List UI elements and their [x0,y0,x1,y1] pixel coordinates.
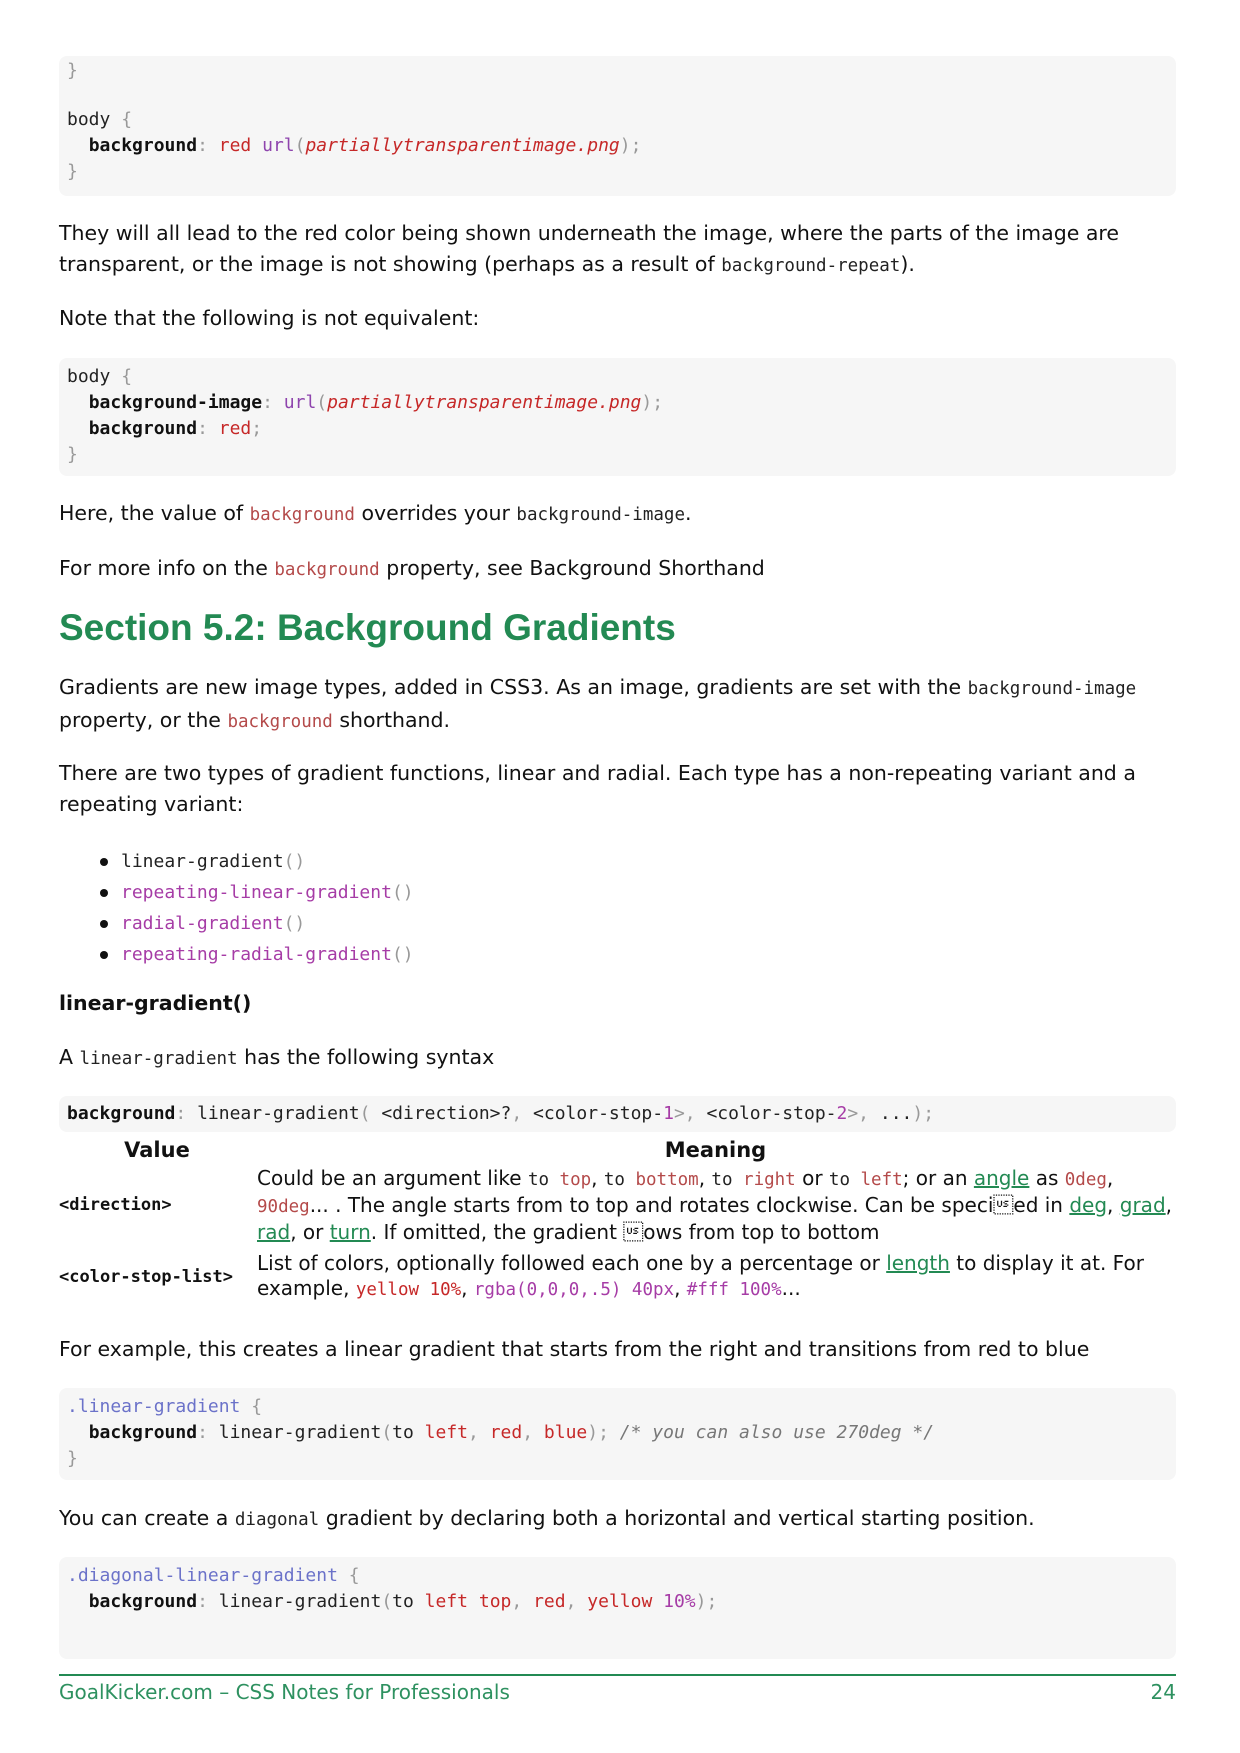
paragraph-text: ). [900,252,915,276]
code-token: ); [695,1591,718,1612]
code-token: >, [847,1103,880,1124]
code-token: , [522,1422,544,1443]
inline-code-to: to [603,1169,636,1190]
bullet-icon [100,951,108,959]
inline-code-to: to [527,1169,560,1190]
code-line [67,107,1168,133]
code-token: blue [543,1422,588,1443]
paragraph-syntax [59,1042,494,1075]
gradient-function-name: repeating-radial-gradient [121,944,392,965]
code-token: } [67,1448,78,1469]
page-number: 24 [1150,1680,1176,1704]
cell-text: , [698,1165,712,1190]
code-token: red [489,1422,523,1443]
code-block-background-image-override [59,358,1176,476]
code-token: background [88,135,198,156]
code-token: linear-gradient [218,1591,382,1612]
code-line [67,1446,1168,1472]
code-line [67,416,1168,442]
code-line [67,159,1168,185]
paragraph-text: property, see Background Shorthand [379,556,765,580]
code-token: ( [294,135,306,156]
code-token: yellow [587,1591,664,1612]
code-token: background-image [88,392,263,413]
subheading-linear-gradient: linear-gradient() [59,991,252,1015]
list-item [59,939,659,970]
list-item [59,908,659,939]
inline-code-background: background [249,505,355,525]
table-cell-key: <color-stop-list> [59,1266,233,1287]
gradient-function-name: repeating-linear-gradient [121,882,392,903]
cell-text: Could be an argument like [257,1165,528,1190]
inline-code-90deg: 90deg [257,1196,310,1217]
code-token [67,1422,89,1443]
link-turn[interactable]: turn [329,1219,371,1244]
code-token: to [392,1422,425,1443]
gradient-function-name: radial-gradient [121,913,284,934]
inline-code-0deg: 0deg [1064,1169,1107,1190]
code-token: { [240,1396,263,1417]
cell-text: , [1165,1192,1172,1217]
code-line [67,58,1168,84]
gradient-function-name: linear-gradient [121,851,284,872]
code-token: 2 [836,1103,848,1124]
code-token: red [218,418,252,439]
list-item [59,877,659,908]
paragraph-example-red-blue: For example, this creates a linear gradient that starts from the right and transitions from red to blue [59,1337,1090,1361]
code-token: <color-stop- [706,1103,837,1124]
paragraph-text: overrides your [354,501,517,525]
code-line [67,1563,1168,1589]
cell-text: , or [290,1219,330,1244]
code-token: ; [251,418,263,439]
paragraph-text: has the following syntax [237,1045,495,1069]
code-token: left [424,1422,469,1443]
table-row-direction [59,1164,1176,1246]
code-block-background-shorthand [59,56,1176,196]
cell-text: as [1029,1165,1065,1190]
inline-code-diagonal: diagonal [234,1510,320,1530]
inline-code-to: to [711,1169,744,1190]
code-token: 10% [663,1591,696,1612]
code-token: url [283,392,317,413]
table-cell-meaning [255,1246,1176,1308]
code-line [67,133,1168,159]
gradient-function-parens: () [283,851,306,872]
paragraph-red-color-shown [59,218,1186,282]
paragraph-text: A [59,1045,80,1069]
code-token: ( [316,392,328,413]
code-token [67,1591,89,1612]
footer-divider [59,1674,1176,1676]
code-line [67,390,1168,416]
code-token: left top [424,1591,512,1612]
code-token: url [262,135,295,156]
paragraph-value-overrides [59,498,692,531]
inline-code-background-image: background-image [516,505,685,525]
code-token: linear-gradient [197,1103,360,1124]
inline-code-right: right [743,1169,796,1190]
code-token: <color-stop- [533,1103,664,1124]
code-token: .linear-gradient [67,1396,241,1417]
gradient-function-parens: () [283,913,306,934]
code-token: ); [619,135,642,156]
code-token: : [197,135,219,156]
paragraph-text: Here, the value of [59,501,250,525]
bullet-icon [100,920,108,928]
code-token [67,392,89,413]
page-footer [59,1680,1176,1704]
code-token: .diagonal-linear-gradient [67,1565,338,1586]
cell-text: , [461,1276,474,1300]
code-line [67,84,1168,107]
inline-code-background: background [227,712,333,732]
link-length[interactable]: length [886,1251,950,1275]
section-title: Section 5.2: Background Gradients [59,607,676,648]
code-token: partiallytransparentimage.png [305,135,620,156]
code-token: : [262,392,284,413]
inline-code-background-image: background-image [967,679,1137,699]
cell-text: ... [781,1276,801,1300]
code-token: { [121,366,133,387]
cell-text: ... . The angle starts from to top and rotates clockwise. Can be speci ed in [309,1192,1070,1217]
table-header-value: Value [124,1138,190,1162]
code-block-linear-gradient-example [59,1388,1176,1480]
gradient-function-parens: () [391,882,414,903]
code-token: ( [381,1591,393,1612]
code-token: <direction>? [381,1103,512,1124]
code-token [67,135,89,156]
paragraph-diagonal [59,1503,1035,1536]
inline-code-left: left [860,1169,903,1190]
code-token: body [67,366,122,387]
code-token: background [88,418,198,439]
inline-code-top: top [559,1169,592,1190]
code-token: linear-gradient [218,1422,382,1443]
cell-text: to display it at. For example, [257,1251,1144,1300]
inline-code-bottom: bottom [635,1169,699,1190]
code-token: ); [587,1422,620,1443]
code-token: /* you can also use 270deg */ [619,1422,935,1443]
cell-text: , [674,1276,687,1300]
code-token: ); [912,1103,935,1124]
code-token: , [511,1591,534,1612]
code-token: { [337,1565,360,1586]
paragraph-text: They will all lead to the red color being shown underneath the image, where the parts of the image are transparent, or the image is not showing (perhaps as a result of [59,221,1119,276]
inline-code-example-rgba: rgba(0,0,0,.5) 40px [473,1280,675,1300]
paragraph-text: property, or the [59,708,228,732]
code-token: ( [359,1103,382,1124]
table-header-row [59,1136,1176,1164]
paragraph-text: Gradients are new image types, added in CSS3. As an image, gradients are set with the [59,675,968,699]
cell-text: ; or an [902,1165,974,1190]
cell-text: , [1106,1165,1114,1190]
code-token: background [88,1591,198,1612]
code-token: : [197,1422,219,1443]
footer-title: GoalKicker.com – CSS Notes for Professionals [59,1680,510,1704]
table-row-color-stop-list [59,1246,1176,1308]
code-token: ( [381,1422,393,1443]
list-item [59,846,659,877]
link-rad[interactable]: rad [257,1219,291,1244]
code-line [67,442,1168,468]
cell-text: or [795,1165,829,1190]
paragraph-gradients-intro [59,672,1186,738]
code-token: : [175,1103,198,1124]
code-token: body [67,109,122,130]
code-block-diagonal-example [59,1557,1176,1659]
code-token: partiallytransparentimage.png [327,392,642,413]
code-token: } [67,161,78,182]
paragraph-gradient-types: There are two types of gradient functions, linear and radial. Each type has a non-repeating variant and a repeating variant: [59,761,1136,816]
table-cell-meaning [255,1164,1176,1246]
link-grad[interactable]: grad [1119,1192,1166,1217]
code-token: } [67,444,78,465]
bullet-icon [100,889,108,897]
cell-text: , [591,1165,604,1190]
paragraph-text: . [684,501,692,525]
cell-text: , [1107,1192,1120,1217]
code-line [67,364,1168,390]
inline-code-to: to [828,1169,861,1190]
code-token [67,418,89,439]
link-angle[interactable]: angle [973,1165,1030,1190]
paragraph-more-info [59,553,765,586]
code-block-syntax [59,1096,1176,1132]
code-token: , [511,1103,534,1124]
code-token: to [392,1591,425,1612]
code-token: red [218,135,263,156]
link-deg[interactable]: deg [1069,1192,1108,1217]
code-line [67,1420,1168,1446]
code-line [67,1589,1168,1615]
inline-code-background: background [274,560,380,580]
inline-code-background-repeat: background-repeat [721,256,901,276]
paragraph-text: For more info on the [59,556,275,580]
code-token: ); [641,392,664,413]
inline-code-example-fff: #fff 100% [686,1280,782,1300]
code-token: red [533,1591,566,1612]
paragraph-text: shorthand. [332,708,451,732]
code-token: { [121,109,133,130]
code-token: , [565,1591,588,1612]
inline-code-example-yellow: yellow 10% [355,1280,462,1300]
gradient-function-parens: () [391,944,414,965]
table-header-meaning: Meaning [664,1138,767,1162]
code-line [67,1394,1168,1420]
code-token: background [88,1422,198,1443]
inline-code-linear-gradient: linear-gradient [79,1049,238,1069]
paragraph-text: You can create a [59,1506,235,1530]
code-token: , [468,1422,490,1443]
code-line [67,1096,1168,1132]
code-token: } [67,60,78,81]
table-cell-key: <direction> [59,1194,172,1215]
paragraph-text: gradient by declaring both a horizontal and vertical starting position. [319,1506,1035,1530]
code-token: background [67,1103,176,1124]
code-token: : [197,1591,219,1612]
gradient-function-list [59,846,659,970]
cell-text: List of colors, optionally followed each one by a percentage or [257,1251,887,1275]
bullet-icon [100,858,108,866]
cell-text: . If omitted, the gradient ows from top to bottom [370,1219,880,1244]
paragraph-not-equivalent: Note that the following is not equivalent: [59,306,480,330]
code-token: : [197,418,219,439]
code-token: 1 [663,1103,674,1124]
code-token: ... [879,1103,913,1124]
syntax-table [59,1136,1176,1308]
code-token: >, [673,1103,707,1124]
